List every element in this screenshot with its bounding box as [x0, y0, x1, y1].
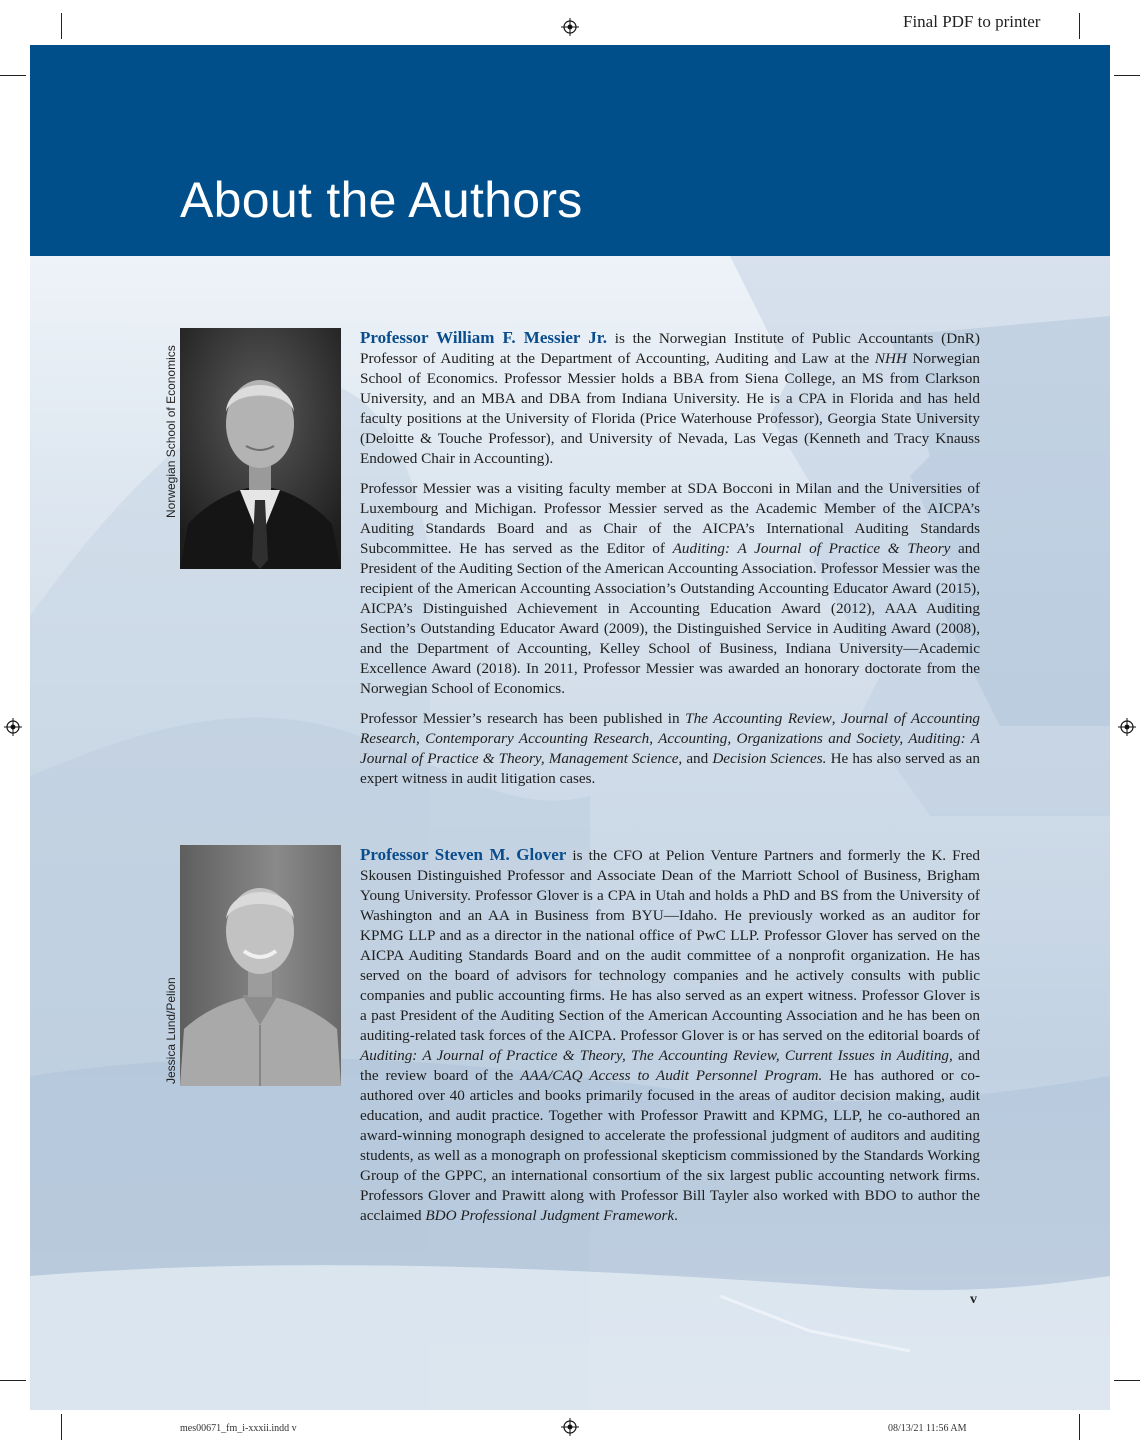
crop-mark — [1114, 75, 1140, 76]
registration-mark-icon — [561, 18, 579, 36]
crop-mark — [1079, 1414, 1080, 1440]
bio-paragraph: Professor William F. Messier Jr. is the Norwegian Institute of Public Accountants (DnR) Professor of Auditing at the Department of Accounting, Auditing and Law at the NHH Norwegian School of Economics. Professor Messier holds a BBA from Siena College, an MS from Clarkson University, and an MBA and DBA from Indiana University. He is a CPA in Florida and has held faculty positions at the University of Florida (Price Waterhouse Professor), Georgia State University (Deloitte & Touche Professor), and University of Nevada, Las Vegas (Kenneth and Tracy Knauss Endowed Chair in Accounting). — [360, 328, 980, 467]
photo-credit: Norwegian School of Economics — [164, 345, 178, 518]
photo-credit: Jessica Lund/Pelion — [164, 977, 178, 1084]
page-number: v — [970, 1292, 977, 1307]
author-photo — [180, 328, 341, 569]
title-banner — [30, 45, 1110, 256]
printer-note: Final PDF to printer — [903, 12, 1041, 31]
author-name: Professor William F. Messier Jr. — [360, 328, 608, 347]
bio-paragraph: Professor Messier’s research has been published in The Accounting Review, Journal of Accounting Research, Contemporary Accounting Research, Accounting, Organizations and Society, Auditing: A Journal of Practice & Theory, Management Science, and Decision Sciences. He has also served as an expert witness in audit litigation cases. — [360, 710, 981, 787]
bio-paragraph: Professor Messier was a visiting faculty member at SDA Bocconi in Milan and the Universities of Luxembourg and Michigan. Professor Messier served as the Academic Member of the AICPA’s Auditing Standards Board and as Chair of the AICPA’s International Auditing Standards Subcommittee. He has served as the Editor of Auditing: A Journal of Practice & Theory and President of the Auditing Section of the American Accounting Association. Professor Messier was the recipient of the American Accounting Association’s Outstanding Accounting Educator Award (2015), AICPA’s Distinguished Achievement in Accounting Education Award (2012), AAA Auditing Section’s Outstanding Educator Award (2009), the Distinguished Service in Auditing Award (2008), and the Department of Accounting, Kelley School of Business, Indiana University—Academic Excellence Award (2018). In 2011, Professor Messier was awarded an honorary doctorate from the Norwegian School of Economics. — [360, 480, 980, 697]
file-slug: mes00671_fm_i-xxxii.indd v — [180, 1423, 297, 1434]
page-title: About the Authors — [180, 172, 583, 228]
crop-mark — [0, 1380, 26, 1381]
author-name: Professor Steven M. Glover — [360, 845, 567, 864]
registration-mark-icon — [561, 1418, 579, 1436]
crop-mark — [1114, 1380, 1140, 1381]
registration-mark-icon — [4, 718, 22, 736]
bio-paragraph: Professor Steven M. Glover is the CFO at Pelion Venture Partners and formerly the K. Fred Skousen Distinguished Professor and Associate Dean of the Marriott School of Business, Brigham Young University. Professor Glover is a CPA in Utah and holds a PhD and BS from the University of Washington and an AA in Business from BYU—Idaho. He previously worked as an auditor for KPMG LLP and as a director in the national office of PwC LLP. Professor Glover has served on the AICPA Auditing Standards Board and on the audit committee of a nonprofit organization. He has served on the board of advisors for technology companies and he actively consults with public companies and public accounting firms. He has also served as an expert witness. Professor Glover is a past President of the Auditing Section of the American Accounting Association and he has been on auditing-related task forces of the AICPA. Professor Glover is or has served on the editorial boards of Auditing: A Journal of Practice & Theory, The Accounting Review, Current Issues in Auditing, and the review board of the AAA/CAQ Access to Audit Personnel Program. He has authored or co-authored over 40 articles and books primarily focused in the areas of auditor decision making, audit education, and audit practice. Together with Professor Prawitt and KPMG, LLP, he co-authored an award-winning monograph designed to accelerate the professional judgment of auditors and auditing students, as well as a monograph on professional skepticism commissioned by the Standards Working Group of the GPPC, an international consortium of the six largest public accounting network firms. Professors Glover and Prawitt along with Professor Bill Tayler also worked with BDO to author the acclaimed BDO Professional Judgment Framework. — [360, 845, 981, 1224]
author-bio — [360, 845, 980, 1236]
crop-mark — [61, 13, 62, 39]
registration-mark-icon — [1118, 718, 1136, 736]
author-photo — [180, 845, 341, 1086]
author-bio — [360, 328, 980, 799]
date-slug: 08/13/21 11:56 AM — [888, 1423, 967, 1434]
crop-mark — [1079, 13, 1080, 39]
crop-mark — [0, 75, 26, 76]
crop-mark — [61, 1414, 62, 1440]
